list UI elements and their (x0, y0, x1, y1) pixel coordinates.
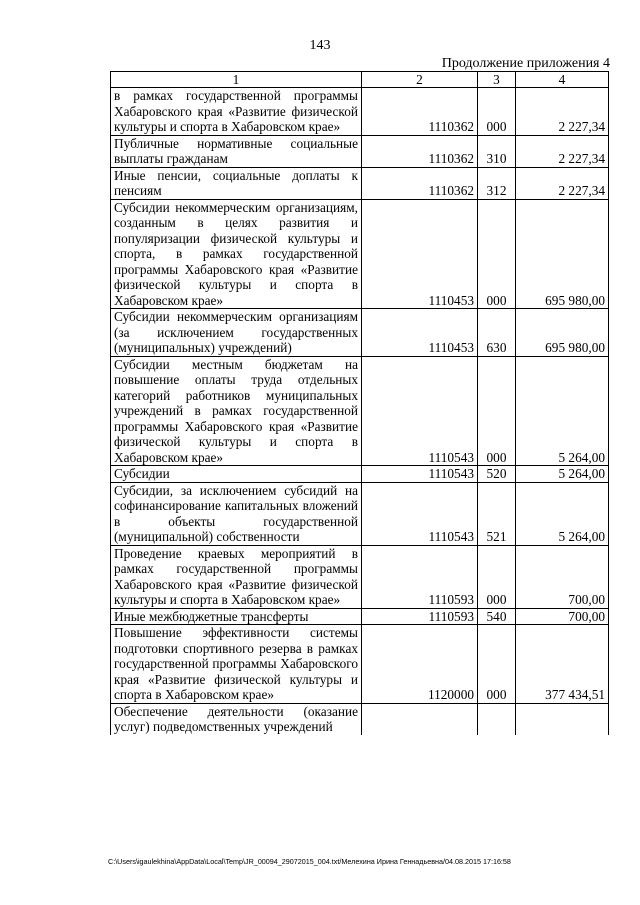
table-row (111, 135, 609, 167)
row-type: 000 (478, 356, 516, 466)
row-type: 000 (478, 625, 516, 704)
row-amount: 2 227,34 (516, 135, 609, 167)
table-row (111, 309, 609, 357)
table-row (111, 545, 609, 608)
table-row (111, 703, 609, 735)
row-name: Повышение эффективности системы подготовки спортивного резерва в рамках государственной программы Хабаровского края «Развитие физической культуры и спорта в Хабаровском крае» (111, 625, 362, 704)
row-code: 1110362 (362, 88, 478, 136)
row-type: 000 (478, 88, 516, 136)
row-amount (516, 703, 609, 735)
row-code: 1120000 (362, 625, 478, 704)
column-header-1: 1 (111, 72, 362, 88)
row-type: 540 (478, 608, 516, 625)
row-name: в рамках государственной программы Хабаровского края «Развитие физической культуры и спорта в Хабаровском крае» (111, 88, 362, 136)
row-type: 310 (478, 135, 516, 167)
row-code (362, 703, 478, 735)
row-amount: 5 264,00 (516, 466, 609, 483)
row-code: 1110593 (362, 608, 478, 625)
row-code: 1110543 (362, 482, 478, 545)
row-amount: 5 264,00 (516, 356, 609, 466)
row-code: 1110453 (362, 199, 478, 309)
table-row (111, 466, 609, 483)
row-amount: 695 980,00 (516, 309, 609, 357)
row-name: Иные межбюджетные трансферты (111, 608, 362, 625)
table-row (111, 88, 609, 136)
row-amount: 2 227,34 (516, 88, 609, 136)
row-amount: 5 264,00 (516, 482, 609, 545)
row-amount: 700,00 (516, 608, 609, 625)
table-header-row (111, 72, 609, 88)
column-header-4: 4 (516, 72, 609, 88)
row-type: 000 (478, 199, 516, 309)
row-name: Субсидии местным бюджетам на повышение оплаты труда отдельных категорий работников муниципальных учреждений в рамках государственной программы Хабаровского края «Развитие физической культуры и спорта в Хабаровском крае» (111, 356, 362, 466)
row-code: 1110453 (362, 309, 478, 357)
row-type: 312 (478, 167, 516, 199)
continuation-label: Продолжение приложения 4 (441, 56, 610, 71)
footer-file-path: C:\Users\igaulekhina\AppData\Local\Temp\JR_00094_29072015_004.txt/Мелехина Ирина Геннадьевна/04.08.2015 17:16:58 (108, 857, 511, 866)
row-name: Публичные нормативные социальные выплаты гражданам (111, 135, 362, 167)
row-name: Иные пенсии, социальные доплаты к пенсиям (111, 167, 362, 199)
table-row (111, 167, 609, 199)
row-type: 521 (478, 482, 516, 545)
row-name: Субсидии некоммерческим организациям, созданным в целях развития и популяризации физической культуры и спорта, в рамках государственной программы Хабаровского края «Развитие физической культуры и спорта в Хабаровском крае» (111, 199, 362, 309)
row-code: 1110362 (362, 167, 478, 199)
row-type (478, 703, 516, 735)
row-amount: 377 434,51 (516, 625, 609, 704)
table-row (111, 356, 609, 466)
row-code: 1110543 (362, 466, 478, 483)
row-code: 1110543 (362, 356, 478, 466)
row-type: 000 (478, 545, 516, 608)
row-amount: 700,00 (516, 545, 609, 608)
row-name: Проведение краевых мероприятий в рамках государственной программы Хабаровского края «Развитие физической культуры и спорта в Хабаровском крае» (111, 545, 362, 608)
row-code: 1110362 (362, 135, 478, 167)
row-name: Субсидии, за исключением субсидий на софинансирование капитальных вложений в объекты государственной (муниципальной) собственности (111, 482, 362, 545)
row-name: Субсидии (111, 466, 362, 483)
row-amount: 695 980,00 (516, 199, 609, 309)
column-header-3: 3 (478, 72, 516, 88)
row-amount: 2 227,34 (516, 167, 609, 199)
row-type: 630 (478, 309, 516, 357)
page-number: 143 (309, 38, 331, 53)
appendix-table (110, 71, 609, 735)
table-row (111, 608, 609, 625)
row-name: Субсидии некоммерческим организациям (за исключением государственных (муниципальных) учреждений) (111, 309, 362, 357)
row-name: Обеспечение деятельности (оказание услуг) подведомственных учреждений (111, 703, 362, 735)
column-header-2: 2 (362, 72, 478, 88)
table-row (111, 199, 609, 309)
table-row (111, 482, 609, 545)
row-type: 520 (478, 466, 516, 483)
table-row (111, 625, 609, 704)
row-code: 1110593 (362, 545, 478, 608)
